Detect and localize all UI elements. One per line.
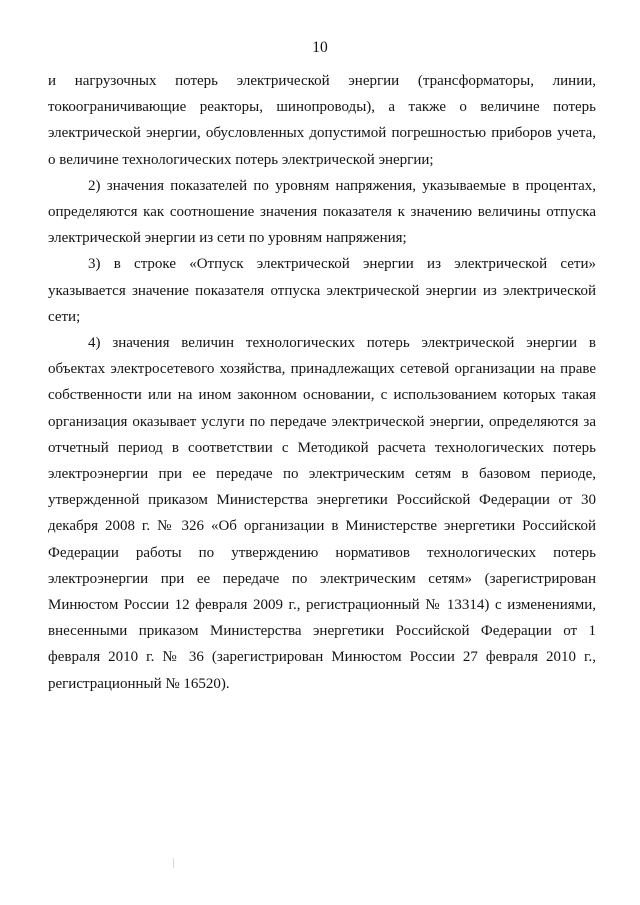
document-body	[48, 68, 596, 697]
scan-speck	[173, 858, 174, 868]
paragraph-continuation: и нагрузочных потерь электрической энергии (трансформаторы, линии, токоограничивающие реакторы, шинопроводы), а также о величине потерь электрической энергии, обусловленных допустимой погрешностью приборов учета, о величине технологических потерь электрической энергии;	[48, 73, 596, 168]
page-number: 10	[312, 39, 328, 56]
paragraph-item-4: 4) значения величин технологических потерь электрической энергии в объектах электросетевого хозяйства, принадлежащих сетевой организации на праве собственности или на ином законном основании, с использованием которых такая организация оказывает услуги по передаче электрической энергии, определяются за отчетный период в соответствии с Методикой расчета технологических потерь электроэнергии при ее передаче по электрическим сетям в базовом периоде, утвержденной приказом Министерства энергетики Российской Федерации от 30 декабря 2008 г. № 326 «Об организации в Министерстве энергетики Российской Федерации работы по утверждению нормативов технологических потерь электроэнергии при ее передаче по электрическим сетям» (зарегистрирован Минюстом России 12 февраля 2009 г., регистрационный № 13314) с изменениями, внесенными приказом Министерства энергетики Российской Федерации от 1 февраля 2010 г. № 36 (зарегистрирован Минюстом России 27 февраля 2010 г., регистрационный № 16520).	[48, 335, 596, 692]
paragraph-item-2: 2) значения показателей по уровням напряжения, указываемые в процентах, определяются как соотношение значения показателя к значению величины отпуска электрической энергии из сети по уровням напряжения;	[48, 177, 596, 247]
paragraph-item-3: 3) в строке «Отпуск электрической энергии из электрической сети» указывается значение показателя отпуска электрической энергии из электрической сети;	[48, 256, 596, 325]
